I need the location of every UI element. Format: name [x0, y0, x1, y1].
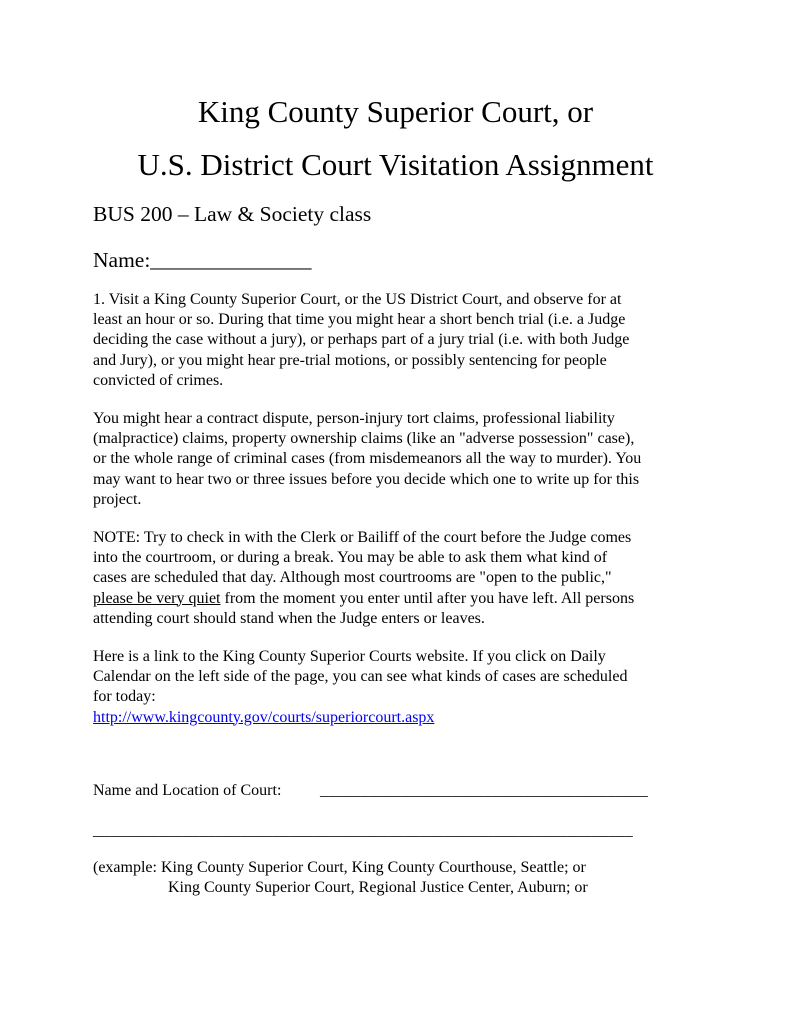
paragraph-website — [93, 647, 703, 728]
text-line: NOTE: Try to check in with the Clerk or Bailiff of the court before the Judge comes — [93, 529, 632, 546]
text-line: least an hour or so. During that time you might hear a short bench trial (i.e. a Judge — [93, 311, 626, 329]
class-subtitle: BUS 200 – Law & Society class — [93, 202, 372, 226]
court-example — [93, 858, 588, 898]
text-line: (malpractice) claims, property ownership claims (like an "adverse possession" case), — [93, 430, 635, 448]
paragraph-note — [93, 528, 703, 629]
court-name-blank: ________________________________________ — [320, 782, 648, 799]
text-line: for today: — [93, 688, 156, 706]
text-line: convicted of crimes. — [93, 371, 224, 389]
text-line: may want to hear two or three issues before you decide which one to write up for this — [93, 470, 640, 488]
quiet-emphasis: please be very quiet — [93, 589, 221, 607]
text-line: 1. Visit a King County Superior Court, or the US District Court, and observe for at — [93, 291, 622, 308]
text-line — [93, 589, 703, 609]
text-line: Here is a link to the King County Superior Courts website. If you click on Daily — [93, 648, 606, 665]
title-line-2: U.S. District Court Visitation Assignment — [137, 147, 654, 182]
text-line: deciding the case without a jury), or perhaps part of a jury trial (i.e. with both Judge — [93, 331, 630, 349]
text-fragment: from the moment you enter until after you have left. All persons — [220, 589, 635, 607]
paragraph-case-types — [93, 409, 703, 510]
student-name-field: Name:_______________ — [93, 248, 312, 272]
text-line: or the whole range of criminal cases (from misdemeanors all the way to murder). You — [93, 450, 642, 468]
text-line: (example: King County Superior Court, King County Courthouse, Seattle; or — [93, 859, 586, 876]
text-line: and Jury), or you might hear pre-trial motions, or possibly sentencing for people — [93, 351, 607, 369]
text-line: attending court should stand when the Judge enters or leaves. — [93, 609, 485, 627]
title-line-1: King County Superior Court, or — [197, 94, 594, 129]
court-name-label: Name and Location of Court: — [93, 782, 282, 799]
paragraph-visit-instructions — [93, 290, 703, 391]
text-line: You might hear a contract dispute, person-injury tort claims, professional liability — [93, 410, 615, 427]
text-line: project. — [93, 490, 142, 508]
superior-court-link[interactable]: http://www.kingcounty.gov/courts/superiorcourt.aspx — [93, 708, 435, 726]
text-line: Calendar on the left side of the page, you can see what kinds of cases are scheduled — [93, 668, 628, 686]
text-line: cases are scheduled that day. Although most courtrooms are "open to the public," — [93, 569, 612, 587]
text-line: King County Superior Court, Regional Justice Center, Auburn; or — [168, 879, 588, 897]
court-location-blank: __________________________________________________________________ — [93, 822, 633, 839]
text-line: into the courtroom, or during a break. You may be able to ask them what kind of — [93, 549, 608, 567]
